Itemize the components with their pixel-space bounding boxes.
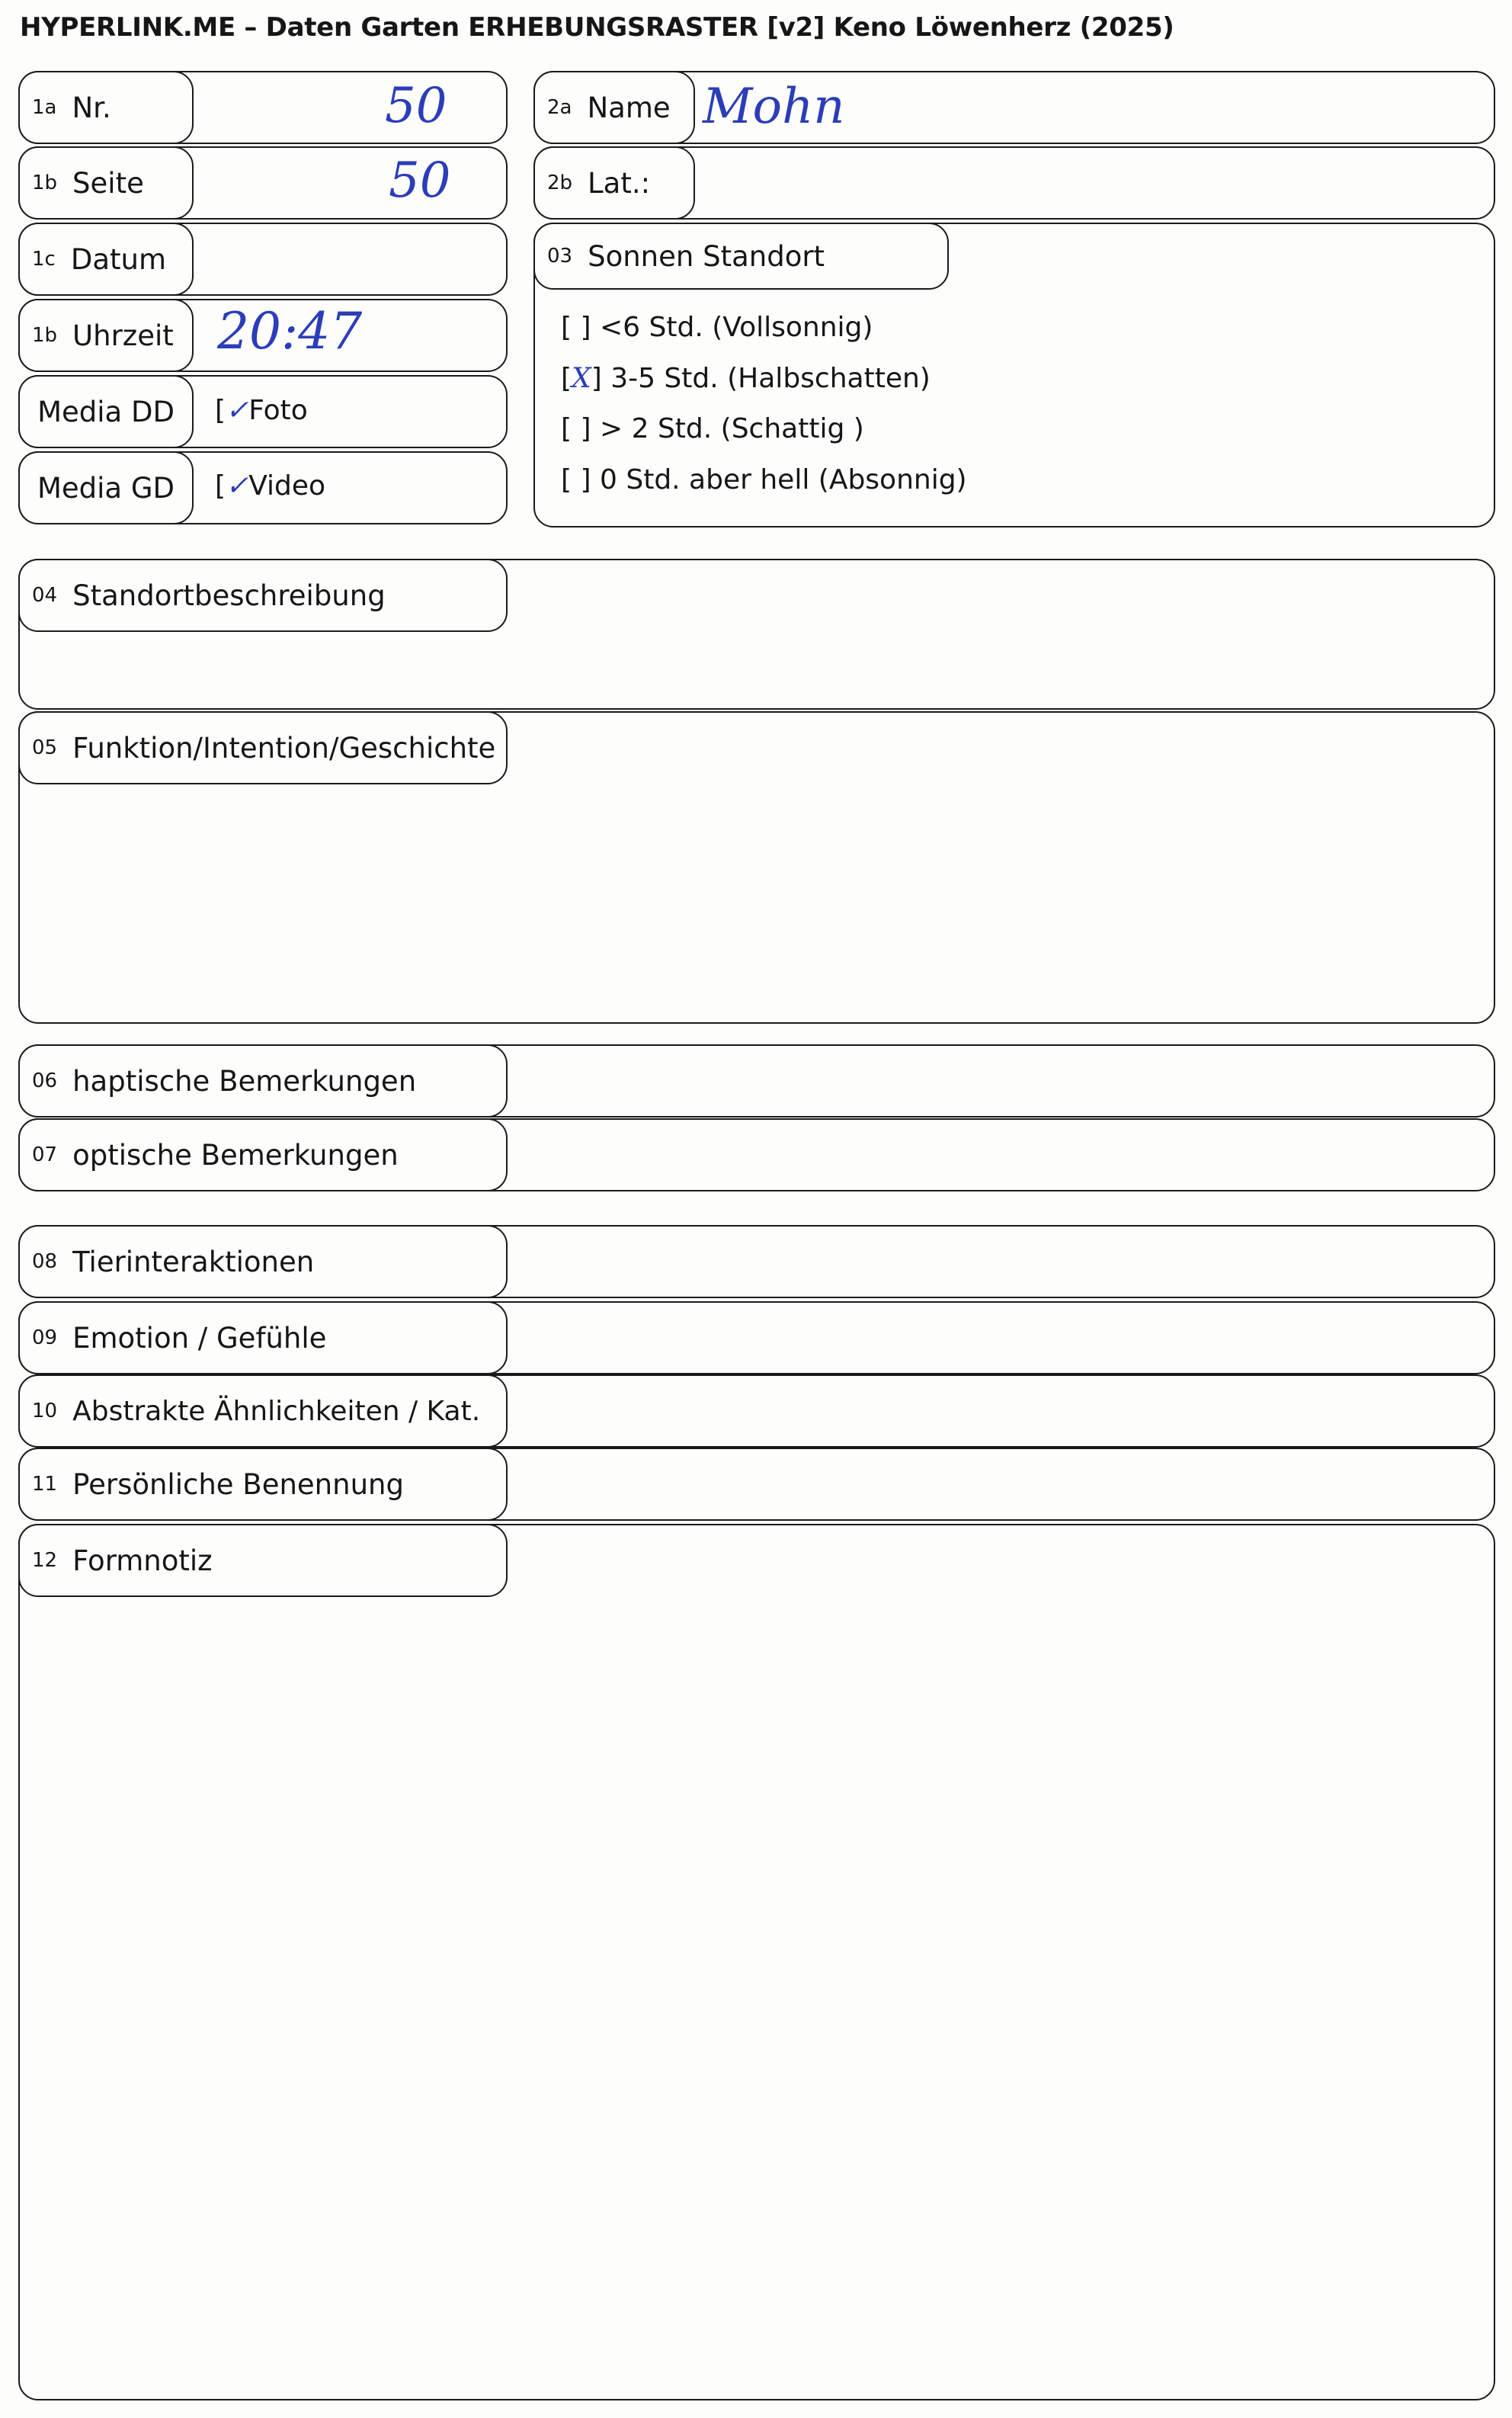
nr-label-tab	[18, 71, 194, 144]
media-gd-checkbox[interactable]	[215, 470, 325, 502]
uhrzeit-code: 1b	[32, 324, 58, 347]
seite-value: 50	[389, 152, 451, 209]
section-08-label-tab	[18, 1225, 508, 1298]
datum-label: Datum	[70, 242, 167, 276]
media-dd-option: Foto	[248, 395, 308, 426]
lat-label: Lat.:	[588, 166, 651, 200]
sun-option-vollsonnig[interactable]	[561, 312, 873, 343]
section-code: 06	[32, 1070, 58, 1092]
lat-code: 2b	[547, 172, 573, 194]
sun-option-box: [ ]	[561, 312, 591, 343]
uhrzeit-value: 20:47	[217, 302, 363, 361]
section-code: 09	[32, 1326, 58, 1349]
name-value: Mohn	[703, 79, 845, 135]
section-code: 04	[32, 584, 58, 607]
media-dd-checkbox[interactable]	[215, 395, 308, 426]
media-dd-label-tab	[18, 375, 194, 448]
sun-option-text: > 2 Std. (Schattig )	[600, 413, 864, 444]
section-05-label-tab	[18, 711, 508, 784]
datum-code: 1c	[32, 248, 56, 271]
media-gd-label: Media GD	[37, 471, 175, 505]
sun-option-box-open: [	[561, 363, 572, 394]
section-label: Persönliche Benennung	[72, 1467, 404, 1501]
seite-label: Seite	[72, 166, 144, 200]
sun-option-text: <6 Std. (Vollsonnig)	[600, 312, 873, 343]
sun-option-absonnig[interactable]	[561, 464, 967, 495]
sun-option-halbschatten[interactable]	[561, 363, 931, 394]
section-12-label-tab	[18, 1524, 508, 1597]
nr-code: 1a	[32, 96, 57, 119]
section-10-label-tab	[18, 1374, 508, 1448]
name-label: Name	[587, 91, 671, 124]
sun-option-box-close: ]	[591, 363, 602, 394]
sun-option-text: 0 Std. aber hell (Absonnig)	[600, 464, 967, 495]
section-code: 08	[32, 1250, 58, 1273]
uhrzeit-label: Uhrzeit	[72, 319, 174, 352]
sun-option-text: 3-5 Std. (Halbschatten)	[610, 363, 931, 394]
section-label: haptische Bemerkungen	[72, 1064, 417, 1098]
sun-option-box: [ ]	[561, 413, 591, 444]
sun-option-schattig[interactable]	[561, 413, 864, 444]
seite-label-tab	[18, 146, 194, 220]
media-dd-label: Media DD	[37, 395, 175, 428]
section-code: 07	[32, 1143, 58, 1166]
section-code: 10	[32, 1400, 58, 1422]
section-label: Tierinteraktionen	[72, 1245, 315, 1278]
section-code: 12	[32, 1549, 58, 1572]
form-title: HYPERLINK.ME – Daten Garten ERHEBUNGSRASTER [v2] Keno Löwenherz (2025)	[20, 12, 1174, 43]
section-label: Funktion/Intention/Geschichte	[72, 731, 496, 765]
section-formnotiz[interactable]	[18, 1524, 1495, 2400]
section-11-label-tab	[18, 1448, 508, 1521]
section-label: Emotion / Gefühle	[72, 1321, 327, 1355]
sun-option-box: [ ]	[561, 464, 591, 495]
nr-label: Nr.	[72, 91, 111, 124]
sun-code: 03	[547, 245, 573, 268]
media-gd-bracket: [	[215, 470, 226, 502]
section-label: Abstrakte Ähnlichkeiten / Kat.	[72, 1395, 481, 1427]
section-09-label-tab	[18, 1301, 508, 1374]
section-code: 05	[32, 736, 58, 759]
name-code: 2a	[547, 96, 572, 119]
uhrzeit-label-tab	[18, 299, 194, 372]
section-code: 11	[32, 1473, 58, 1496]
media-gd-check-mark: ✓	[226, 470, 249, 502]
media-dd-check-mark: ✓	[226, 395, 249, 426]
media-gd-option: Video	[248, 470, 326, 502]
section-label: Formnotiz	[72, 1544, 213, 1577]
section-04-label-tab	[18, 559, 508, 632]
sun-option-x-mark: X	[572, 363, 591, 394]
sun-label-tab	[533, 223, 949, 290]
name-label-tab	[533, 71, 695, 144]
media-dd-bracket: [	[215, 395, 226, 426]
section-label: optische Bemerkungen	[72, 1138, 399, 1172]
section-07-label-tab	[18, 1118, 508, 1191]
sun-label: Sonnen Standort	[588, 239, 825, 273]
nr-value: 50	[385, 78, 447, 134]
datum-label-tab	[18, 223, 194, 296]
lat-label-tab	[533, 146, 695, 220]
section-label: Standortbeschreibung	[72, 579, 386, 612]
media-gd-label-tab	[18, 451, 194, 524]
section-06-label-tab	[18, 1044, 508, 1118]
seite-code: 1b	[32, 172, 58, 194]
